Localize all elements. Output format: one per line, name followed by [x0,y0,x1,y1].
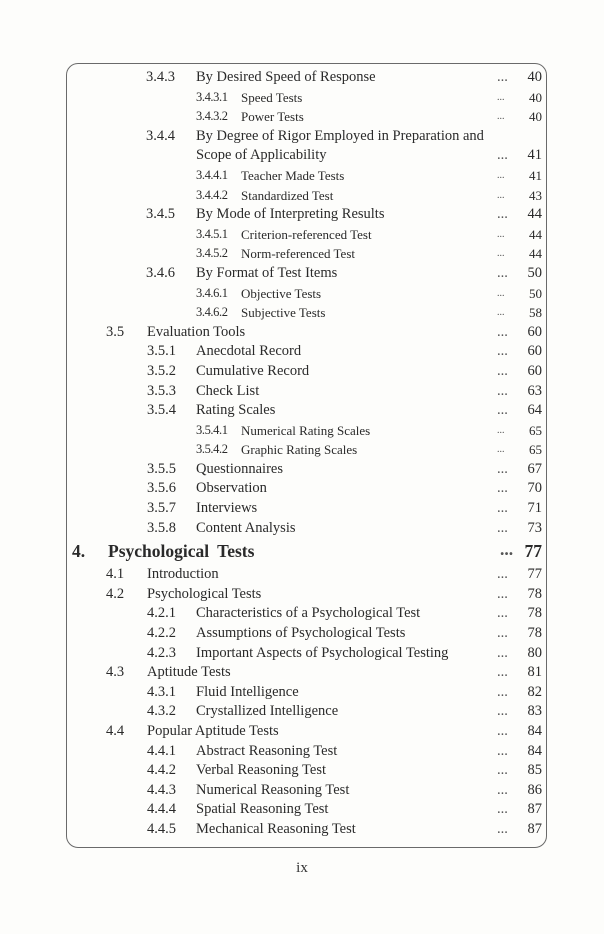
toc-entry-page: 40 [529,109,542,125]
toc-entry-leader: ... [497,424,505,436]
toc-entry-title: Psychological Tests [147,585,262,602]
toc-entry-page: 71 [527,500,542,517]
toc-entry-page: 67 [527,460,542,477]
toc-entry-leader: ... [497,703,508,720]
toc-entry[interactable] [0,401,604,421]
toc-entry-leader: ... [497,264,508,281]
toc-entry-leader: ... [497,111,505,123]
toc-entry-page: 84 [527,723,542,739]
toc-entry-page: 60 [527,343,542,360]
toc-entry-leader: ... [497,362,508,379]
toc-entry-number: 4.2.3 [147,644,176,661]
toc-entry-leader: ... [497,519,508,536]
toc-entry-page: 44 [529,226,542,242]
toc-entry-number: 4.4 [106,723,125,739]
toc-entry[interactable] [0,460,604,480]
toc-entry[interactable] [0,585,604,605]
toc-entry[interactable] [0,499,604,519]
toc-entry[interactable] [0,604,604,624]
toc-entry[interactable] [0,800,604,820]
toc-entry-number: 3.5.6 [147,480,176,497]
toc-entry-title: Numerical Reasoning Test [196,781,350,798]
toc-entry-page: 77 [527,566,542,583]
toc-entry-number: 4.3 [106,664,125,681]
toc-entry[interactable] [0,225,604,245]
toc-entry-number: 3.5.5 [147,460,176,477]
toc-entry[interactable] [0,323,604,343]
toc-entry-title: Mechanical Reasoning Test [196,820,356,837]
toc-entry-number: 3.4.5 [146,206,175,223]
toc-entry-page: 78 [527,585,542,602]
toc-entry[interactable] [0,761,604,781]
toc-entry[interactable] [0,683,604,703]
toc-entry-page: 73 [527,519,542,536]
toc-entry-title: By Desired Speed of Response [196,69,376,85]
toc-entry-number: 3.4.6.1 [196,285,228,300]
toc-entry-page: 77 [524,541,542,562]
toc-entry-number: 3.5.3 [147,382,176,399]
toc-entry-number: 4.2 [106,585,125,602]
toc-entry[interactable] [0,781,604,801]
toc-entry-leader: ... [497,343,508,360]
toc-entry-number: 4.1 [106,566,125,583]
toc-entry-title: Speed Tests [241,89,303,105]
toc-entry[interactable] [0,382,604,402]
toc-entry-page: 63 [527,382,542,399]
toc-entry-title: Important Aspects of Psychological Testing [196,644,449,661]
toc-entry-leader: ... [497,307,505,319]
toc-entry-title: Interviews [196,500,258,517]
toc-entry-page: 86 [527,781,542,798]
toc-entry-number: 3.4.6 [146,264,175,281]
toc-entry-page: 65 [529,442,542,458]
toc-entry-number: 4.4.4 [147,801,176,818]
toc-entry-page: 41 [529,167,542,183]
table-of-contents [0,68,604,840]
toc-entry-page: 40 [529,89,542,105]
toc-entry[interactable] [0,166,604,186]
toc-entry[interactable] [0,479,604,499]
toc-entry-title: Questionnaires [196,460,283,477]
toc-entry[interactable] [0,88,604,108]
toc-entry-number: 4.2.1 [147,605,176,622]
toc-entry-title: Objective Tests [241,285,322,301]
toc-entry-number: 3.4.3.2 [196,109,228,124]
toc-entry[interactable] [0,146,604,166]
toc-entry[interactable] [0,519,604,539]
toc-entry-number: 3.5.7 [147,500,176,517]
toc-entry-title: Numerical Rating Scales [241,422,371,438]
toc-entry-leader: ... [500,539,514,560]
toc-entry-title: Norm-referenced Test [241,246,355,262]
toc-entry-leader: ... [497,644,508,661]
toc-entry-page: 50 [529,285,542,301]
toc-entry-page: 81 [527,664,542,681]
toc-entry-title: By Format of Test Items [196,264,338,281]
toc-entry-number: 4.4.1 [147,742,176,759]
toc-entry-number: 4.4.5 [147,820,176,837]
toc-entry-number: 4.2.2 [147,625,176,642]
toc-entry-number: 3.4.5.2 [196,246,228,261]
toc-entry[interactable] [0,565,604,585]
toc-entry-title: Content Analysis [196,519,296,536]
toc-entry-leader: ... [497,69,508,85]
toc-entry-number: 3.4.4.2 [196,187,228,202]
toc-entry-leader: ... [497,147,508,164]
toc-entry-page: 43 [529,187,542,203]
toc-entry-title: Standardized Test [241,187,334,203]
toc-entry[interactable] [0,742,604,762]
toc-entry-title: Psychological Tests [108,541,255,562]
toc-entry-number: 3.4.5.1 [196,226,228,241]
toc-entry-page: 65 [529,422,542,438]
toc-entry-number: 3.4.3.1 [196,89,228,104]
toc-chapter-heading[interactable] [0,538,604,565]
toc-entry-leader: ... [497,605,508,622]
toc-entry[interactable] [0,303,604,323]
toc-entry[interactable] [0,205,604,225]
toc-entry-title: Evaluation Tools [147,323,246,340]
toc-entry-title: Assumptions of Psychological Tests [196,625,406,642]
toc-entry-leader: ... [497,287,505,299]
toc-entry[interactable] [0,186,604,206]
toc-entry[interactable] [0,663,604,683]
toc-entry-leader: ... [497,585,508,602]
toc-entry-leader: ... [497,566,508,583]
toc-entry-page: 82 [527,683,542,700]
toc-entry-leader: ... [497,323,508,340]
toc-entry[interactable] [0,107,604,127]
toc-entry[interactable] [0,722,604,742]
toc-entry-page: 87 [527,820,542,837]
toc-entry-title: By Mode of Interpreting Results [196,206,385,223]
toc-entry-title: Power Tests [241,109,304,125]
toc-entry-number: 3.5.4.1 [196,422,228,437]
toc-entry-title: Scope of Applicability [196,147,327,164]
toc-entry-number: 4.4.2 [147,762,176,779]
toc-entry-page: 83 [527,703,542,720]
toc-entry[interactable] [0,284,604,304]
toc-entry-page: 60 [527,323,542,340]
toc-entry-leader: ... [497,742,508,759]
toc-entry-leader: ... [497,820,508,837]
toc-entry-title: Criterion-referenced Test [241,226,372,242]
toc-entry-page: 85 [527,762,542,779]
toc-entry-title: Anecdotal Record [196,343,302,360]
toc-entry-title: Introduction [147,566,219,583]
toc-entry[interactable] [0,702,604,722]
toc-entry-page: 84 [527,742,542,759]
toc-entry-number: 4.4.3 [147,781,176,798]
toc-entry-leader: ... [497,382,508,399]
toc-entry[interactable] [0,244,604,264]
toc-entry-number: 4.3.1 [147,683,176,700]
toc-entry-title: Fluid Intelligence [196,683,299,700]
toc-entry-title: Abstract Reasoning Test [196,742,338,759]
toc-entry-title: Popular Aptitude Tests [147,723,279,739]
toc-entry[interactable] [0,342,604,362]
toc-entry-number: 3.5.4 [147,402,176,419]
toc-entry[interactable] [0,127,604,147]
toc-entry-leader: ... [497,801,508,818]
toc-entry-leader: ... [497,91,505,103]
toc-entry-number: 3.4.4 [146,127,175,144]
toc-entry-page: 41 [527,147,542,164]
toc-entry-page: 60 [527,362,542,379]
toc-entry[interactable] [0,440,604,460]
toc-entry-leader: ... [497,248,505,260]
toc-entry-page: 44 [527,206,542,223]
toc-entry-title: Check List [196,382,260,399]
toc-entry-title: Observation [196,480,267,497]
toc-entry-title: Teacher Made Tests [241,167,345,183]
toc-entry-title: Aptitude Tests [147,664,231,681]
toc-entry[interactable] [0,421,604,441]
toc-entry-leader: ... [497,206,508,223]
toc-entry-leader: ... [497,781,508,798]
toc-entry-number: 3.5.8 [147,519,176,536]
toc-entry-leader: ... [497,460,508,477]
toc-entry-title: Characteristics of a Psychological Test [196,605,421,622]
toc-entry-number: 3.5.4.2 [196,442,228,457]
toc-entry-page: 64 [527,402,542,419]
toc-entry-page: 58 [529,305,542,321]
toc-entry-page: 80 [527,644,542,661]
toc-entry[interactable] [0,68,604,88]
toc-entry-number: 4.3.2 [147,703,176,720]
toc-entry-leader: ... [497,625,508,642]
toc-entry[interactable] [0,362,604,382]
page-number: ix [296,860,308,876]
toc-entry-leader: ... [497,189,505,201]
toc-entry-leader: ... [497,402,508,419]
toc-entry-number: 3.5 [106,323,125,340]
toc-entry-number: 3.5.1 [147,343,176,360]
toc-entry-page: 44 [529,246,542,262]
toc-entry[interactable] [0,624,604,644]
toc-entry-leader: ... [497,228,505,240]
toc-entry-number: 4. [72,541,86,562]
toc-entry-number: 3.5.2 [147,362,176,379]
toc-entry-page: 70 [527,480,542,497]
toc-entry-leader: ... [497,762,508,779]
toc-entry-page: 40 [527,69,542,85]
toc-entry-leader: ... [497,683,508,700]
toc-entry-page: 87 [527,801,542,818]
toc-entry-number: 3.4.3 [146,69,175,85]
toc-entry-title: Rating Scales [196,402,276,419]
toc-entry-title: Graphic Rating Scales [241,442,358,458]
toc-entry-page: 78 [527,625,542,642]
toc-entry[interactable] [0,820,604,840]
toc-entry-leader: ... [497,480,508,497]
toc-entry[interactable] [0,264,604,284]
toc-entry-title: Spatial Reasoning Test [196,801,329,818]
toc-entry-page: 78 [527,605,542,622]
toc-entry-title: Cumulative Record [196,362,310,379]
toc-entry[interactable] [0,644,604,664]
toc-entry-page: 50 [527,264,542,281]
toc-entry-title: Crystallized Intelligence [196,703,339,720]
toc-entry-leader: ... [497,169,505,181]
toc-entry-leader: ... [497,664,508,681]
toc-entry-title: Verbal Reasoning Test [196,762,326,779]
toc-entry-title: By Degree of Rigor Employed in Preparation and [196,127,484,144]
toc-entry-leader: ... [497,500,508,517]
toc-entry-title: Subjective Tests [241,305,326,321]
toc-entry-leader: ... [497,444,505,456]
toc-entry-leader: ... [497,723,508,739]
toc-entry-number: 3.4.4.1 [196,167,228,182]
toc-entry-number: 3.4.6.2 [196,305,228,320]
